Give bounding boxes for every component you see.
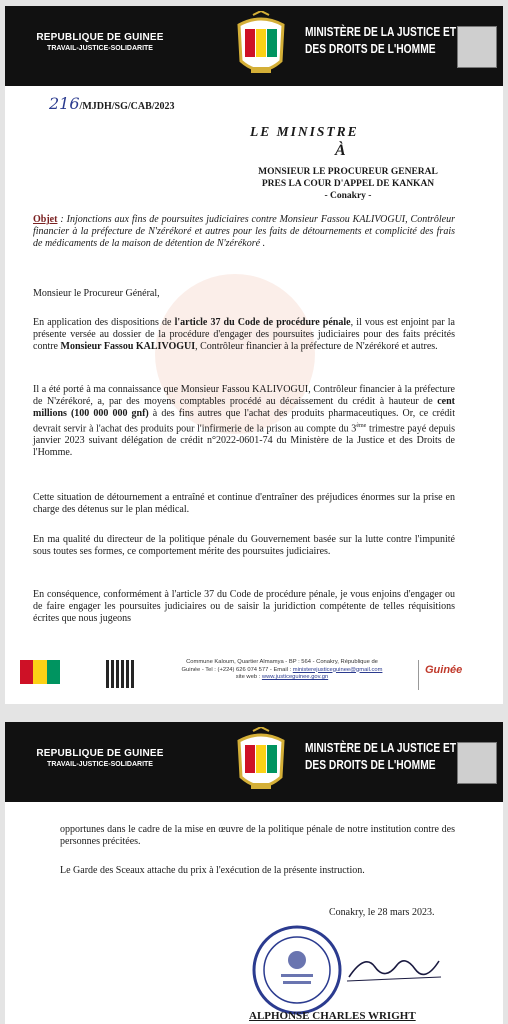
guinea-flag-icon — [20, 660, 60, 684]
republic-block — [15, 748, 185, 768]
paragraph-7: Le Garde des Sceaux attache du prix à l'exécution de la présente instruction. — [60, 865, 365, 876]
paragraph-5: En conséquence, conformément à l'article 37 du Code de procédure pénale, je vous enjoins d'engager ou de faire engager les poursuites judiciaires ou de saisir la juridiction compétente de telles réquisitions écrites que nous jugeons — [33, 589, 455, 624]
letterhead — [5, 722, 503, 802]
to-marker: À — [335, 142, 346, 159]
paragraph-4: En ma qualité du directeur de la politique pénale du Gouvernement basée sur la lutte contre l'impunité sous toutes ses formes, ce comportement mérite des poursuites judiciaires. — [33, 534, 455, 557]
official-stamp-icon — [251, 924, 343, 1016]
paragraph-1: En application des dispositions de l'article 37 du Code de procédure pénale, il vous est enjoint par la présente versée au dossier de la procédure d'engager des poursuites judiciaires pour des faits précités contre Monsieur Fassou KALIVOGUI, Contrôleur financier à la préfecture de N'zérékoré et autres. — [33, 317, 455, 352]
letter-footer — [5, 646, 503, 704]
website-link[interactable]: www.justiceguinee.gov.gn — [261, 674, 329, 680]
ministry-seal-icon — [457, 26, 497, 68]
email-link[interactable]: ministerejusticeguinee@gmail.com — [292, 666, 383, 673]
signature-date: Conakry, le 28 mars 2023. — [329, 907, 435, 918]
republic-name: REPUBLIQUE DE GUINEE — [36, 748, 164, 759]
paragraph-3: Cette situation de détournement a entraîné et continue d'entraîner des préjudices énormes sur la prise en charge des détenus sur le plan médical. — [33, 492, 455, 515]
contact-info: Commune Kaloum, Quartier Almamya - BP : 564 - Conakry, République de Guinée - Tel : (+224) 626 074 577 - Email : ministerejusticeguinee@gmail.com site web : www.justiceguinee.gov.gn — [181, 659, 383, 680]
guinee-brand-logo: Guinée — [425, 664, 463, 676]
salutation: Monsieur le Procureur Général, — [33, 288, 160, 299]
ministry-seal-icon — [457, 742, 497, 784]
reference-number: 216/MJDH/SG/CAB/2023 — [49, 94, 175, 113]
paragraph-6: opportunes dans le cadre de la mise en œuvre de la politique pénale de notre institution contre des personnes précitées. — [60, 824, 455, 847]
republic-name: REPUBLIQUE DE GUINEE — [36, 32, 164, 43]
qr-code-icon — [106, 660, 134, 688]
letter-page-2 — [5, 722, 503, 1024]
national-crest-icon — [231, 727, 291, 797]
handwritten-signature — [345, 947, 443, 987]
republic-block — [15, 32, 185, 52]
divider — [418, 660, 419, 690]
national-crest-icon — [231, 11, 291, 81]
recipient-address: MONSIEUR LE PROCUREUR GENERAL PRES LA COUR D'APPEL DE KANKAN - Conakry - — [258, 167, 438, 201]
ministry-name: MINISTÈRE DE LA JUSTICE ET DES DROITS DE L'HOMME — [305, 741, 457, 772]
ministry-name: MINISTÈRE DE LA JUSTICE ET DES DROITS DE L'HOMME — [305, 25, 457, 56]
sender-title: LE MINISTRE — [250, 124, 359, 139]
handwritten-number: 216 — [49, 94, 80, 113]
paragraph-2: Il a été porté à ma connaissance que Monsieur Fassou KALIVOGUI, Contrôleur financier à la préfecture de N'zérékoré, a, par des moyens comptables procédé au décaissement du crédit à hauteur de cent millions (100 000 000 gnf) à des fins autres que l'achat des produits pharmaceutiques. Or, ce crédit devrait servir à l'achat des produits pour l'infirmerie de la prison au compte du 3ème trimestre payé depuis janvier 2023 suivant délégation de crédit n°2022-0601-74 du Ministère de la Justice et des Droits de l'Homme. — [33, 384, 456, 459]
object-paragraph: Objet : Injonctions aux fins de poursuites judiciaires contre Monsieur Fassou KALIVOGUI, Contrôleur financier à la préfecture de N'zérékoré et autres pour les faits de détournements et complicité des frais de médicaments de la maison de détention de N'zérékoré . — [33, 214, 455, 249]
letter-page-1 — [5, 6, 503, 704]
republic-motto: TRAVAIL-JUSTICE-SOLIDARITE — [47, 761, 153, 768]
republic-motto: TRAVAIL-JUSTICE-SOLIDARITE — [47, 45, 153, 52]
signer-name: ALPHONSE CHARLES WRIGHT — [249, 1010, 416, 1022]
letterhead — [5, 6, 503, 86]
